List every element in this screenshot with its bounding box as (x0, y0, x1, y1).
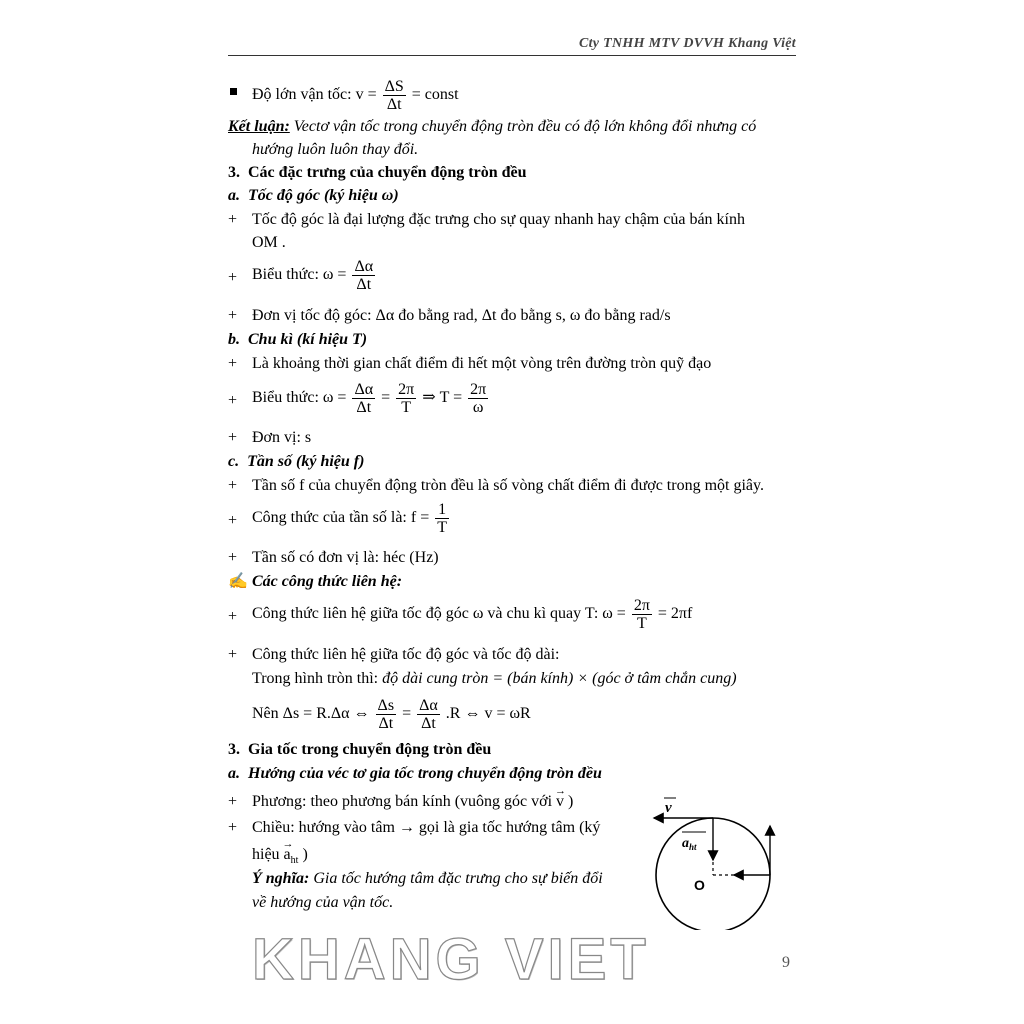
section-3b-heading: 3. Gia tốc trong chuyển động tròn đều (228, 741, 492, 758)
plus-bullet-icon: + (228, 211, 238, 228)
plus-bullet-icon: + (228, 269, 238, 286)
acceleration-sense-1: Chiều: hướng vào tâm → gọi là gia tốc hướng tâm (ký (252, 819, 601, 836)
plus-bullet-icon: + (228, 355, 238, 372)
frequency-unit: Tần số có đơn vị là: héc (Hz) (252, 549, 439, 566)
angular-velocity-def-2: OM . (252, 234, 286, 251)
conclusion-line-1: Kết luận: Vectơ vận tốc trong chuyển động tròn đều có độ lớn không đổi nhưng có (228, 118, 757, 135)
meaning-line-1: Ý nghĩa: Gia tốc hướng tâm đặc trưng cho sự biến đổi (252, 870, 603, 887)
plus-bullet-icon: + (228, 429, 238, 446)
speed-derivation: Nên Δs = R.Δα ⇔ $\frac{\Delta s}{\Delta t}$ = $\frac{\Delta\alpha}{\Delta t}$ .R ⇔ v = ωR (252, 697, 531, 732)
subsection-b-heading: b. Chu kì (kí hiệu T) (228, 331, 368, 348)
arc-length-statement: Trong hình tròn thì: độ dài cung tròn = (bán kính) × (góc ở tâm chắn cung) (252, 670, 737, 687)
plus-bullet-icon: + (228, 512, 238, 529)
page-number: 9 (782, 954, 790, 971)
angular-velocity-def-1: Tốc độ góc là đại lượng đặc trưng cho sự quay nhanh hay chậm của bán kính (252, 211, 745, 228)
angular-velocity-formula: Biểu thức: ω = $\frac{\Delta\alpha}{\Delta t}$ (252, 258, 374, 293)
watermark-logo: KHANG VIET (252, 927, 650, 992)
velocity-label: v (665, 800, 672, 816)
speed-fraction: $\frac{\Delta S}{\Delta t}$ (384, 78, 404, 113)
square-bullet-icon (228, 81, 248, 101)
subsection-a2-heading: a. Hướng của véc tơ gia tốc trong chuyển động tròn đều (228, 765, 602, 782)
plus-bullet-icon: + (228, 307, 238, 324)
relation-omega-speed: Công thức liên hệ giữa tốc độ góc và tốc độ dài: (252, 646, 560, 663)
period-formula: Biểu thức: ω = $\frac{\Delta\alpha}{\Delta t}$ = $\frac{2\pi}{T}$ ⇒ T = $\frac{2\pi}{\omega}$ (252, 381, 487, 416)
frequency-def: Tần số f của chuyển động tròn đều là số vòng chất điểm đi được trong một giây. (252, 477, 764, 494)
plus-bullet-icon: + (228, 608, 238, 625)
plus-bullet-icon: + (228, 819, 238, 836)
relation-omega-period: Công thức liên hệ giữa tốc độ góc ω và chu kì quay T: ω = $\frac{2\pi}{T}$ = 2πf (252, 597, 693, 632)
subsection-c-heading: c. Tần số (ký hiệu f) (228, 453, 365, 470)
plus-bullet-icon: + (228, 477, 238, 494)
plus-bullet-icon: + (228, 646, 238, 663)
pen-icon: ✍ (228, 573, 248, 590)
plus-bullet-icon: + (228, 549, 238, 566)
plus-bullet-icon: + (228, 793, 238, 810)
relations-heading: Các công thức liên hệ: (252, 573, 403, 590)
circular-motion-diagram (638, 790, 788, 930)
acceleration-direction: Phương: theo phương bán kính (vuông góc với → v ) (252, 792, 573, 812)
acceleration-label: $a_{ht}$ (682, 836, 697, 852)
meaning-line-2: về hướng của vận tốc. (252, 894, 394, 911)
subsection-a-heading: a. Tốc độ góc (ký hiệu ω) (228, 187, 399, 204)
acceleration-sense-2: hiệu → $a_{ht}$ ) (252, 845, 308, 871)
conclusion-line-2: hướng luôn luôn thay đổi. (252, 141, 419, 158)
period-unit: Đơn vị: s (252, 429, 312, 446)
angular-velocity-unit: Đơn vị tốc độ góc: Δα đo bằng rad, Δt đo bằng s, ω đo bằng rad/s (252, 307, 671, 324)
page-header: Cty TNHH MTV DVVH Khang Việt (228, 36, 796, 56)
plus-bullet-icon: + (228, 392, 238, 409)
speed-formula-line: Độ lớn vận tốc: v = $\frac{\Delta S}{\Delta t}$ = const (252, 78, 459, 113)
section-3-heading: 3. Các đặc trưng của chuyển động tròn đều (228, 164, 527, 181)
period-def: Là khoảng thời gian chất điểm đi hết một vòng trên đường tròn quỹ đạo (252, 355, 712, 372)
frequency-formula: Công thức của tần số là: f = $\frac{1}{T}$ (252, 501, 447, 536)
center-label: O (694, 877, 705, 893)
